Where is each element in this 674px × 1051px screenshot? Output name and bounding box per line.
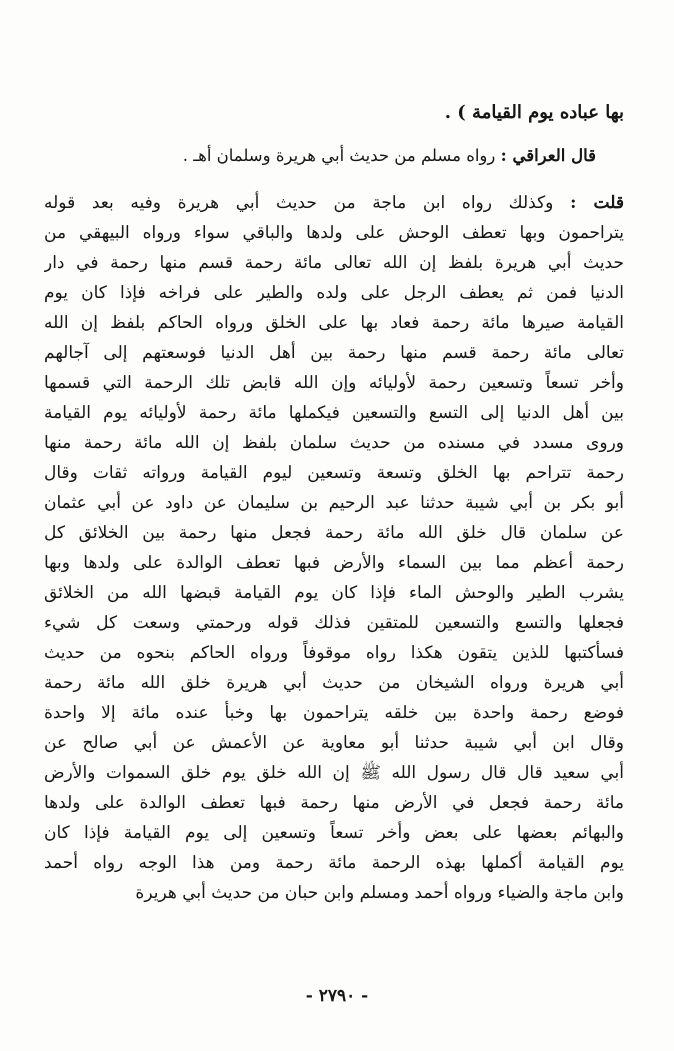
- commentary-body: [44, 188, 624, 908]
- body-line: وروى مسدد في مسنده من حديث سلمان بلفظ إن الله مائة رحمة منها: [44, 433, 624, 453]
- iraqi-label: قال العراقي :: [500, 146, 596, 165]
- body-line: القيامة صيرها مائة رحمة فعاد بها على الخلق ورواه الحاكم بلفظ إن الله: [44, 313, 624, 333]
- body-line: فجعلها والتسع والتسعين للمتقين فذلك قوله ورحمتي وسعت كل شيء: [44, 613, 624, 633]
- body-line: وقال ابن أبي شيبة حدثنا أبو معاوية عن الأعمش عن أبي صالح عن: [44, 733, 624, 753]
- body-line: يشرب الطير والوحش الماء فإذا كان يوم القيامة قبضها الله من الخلائق: [44, 583, 624, 603]
- body-line: وأخر تسعاً وتسعين رحمة لأوليائه وإن الله قابض تلك الرحمة التي قسمها: [44, 373, 624, 393]
- body-line: أبو بكر بن أبي شيبة حدثنا عبد الرحيم بن سليمان عن داود عن أبي عثمان: [44, 493, 624, 513]
- body-line: والبهائم بعضها على بعض وأخر تسعاً وتسعين إلى يوم القيامة فإذا كان: [44, 823, 624, 843]
- body-line: أبي هريرة ورواه الشيخان من حديث أبي هريرة خلق الله مائة رحمة: [44, 673, 624, 693]
- body-line: مائة رحمة فجعل في الأرض منها رحمة فبها تعطف الوالدة على ولدها: [44, 793, 624, 813]
- body-line: رحمة أعظم مما بين السماء والأرض فبها تعطف الوالدة على ولدها وبها: [44, 553, 624, 573]
- body-line: يوم القيامة أكملها بهذه الرحمة مائة رحمة ومن هذا الوجه رواه أحمد: [44, 853, 624, 873]
- body-label: قلت :: [570, 193, 624, 213]
- body-line: الدنيا فمن ثم يعطف الرجل على ولده والطير على فراخه فإذا كان يوم: [44, 283, 624, 303]
- iraqi-statement: [183, 146, 596, 165]
- body-line: وابن ماجة والضياء ورواه أحمد ومسلم وابن حبان من حديث أبي هريرة: [135, 883, 624, 903]
- iraqi-text: رواه مسلم من حديث أبي هريرة وسلمان أهـ .: [182, 146, 496, 165]
- body-line: أبي سعيد قال قال رسول الله ﷺ إن الله خلق يوم خلق السموات والأرض: [44, 763, 624, 783]
- body-line: رحمة تتراحم بها الخلق وتسعة وتسعين ليوم القيامة ورواته ثقات وقال: [44, 463, 624, 483]
- body-first-text: وكذلك رواه ابن ماجة من حديث أبي هريرة وفيه بعد قوله: [44, 193, 554, 213]
- body-line: بين أهل الدنيا إلى التسع والتسعين فيكملها مائة رحمة لأوليائه يوم القيامة: [44, 403, 624, 423]
- body-line: عن سلمان قال خلق الله مائة رحمة فجعل منها رحمة بين الخلائق كل: [44, 523, 624, 543]
- body-line: حديث أبي هريرة بلفظ إن الله تعالى مائة رحمة قسم منها رحمة في دار: [44, 253, 624, 273]
- body-line: فسأكتبها للذين يتقون هكذا رواه موقوفاً ورواه الحاكم بنحوه من حديث: [44, 643, 624, 663]
- body-line: يتراحمون وبها تعطف الوحش على ولدها والباقي سواء ورواه البيهقي من: [44, 223, 624, 243]
- body-line: تعالى مائة رحمة قسم منها رحمة بين أهل الدنيا فوسعتهم إلى آجالهم: [44, 343, 624, 363]
- body-line-first: [44, 188, 624, 218]
- page-number: - ٢٧٩٠ -: [305, 986, 369, 1006]
- body-line: فوضع رحمة واحدة بين خلقه يتراحمون بها وخبأ عنده مائة إلا واحدة: [44, 703, 624, 723]
- continuation-heading: بها عباده يوم القيامة ) .: [444, 102, 624, 123]
